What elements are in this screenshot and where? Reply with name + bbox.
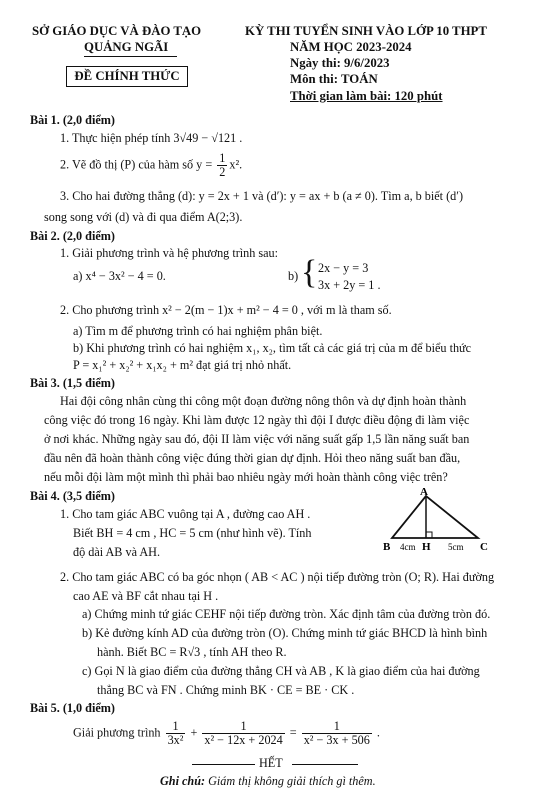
province-name: QUẢNG NGÃI [84,40,169,54]
bai4-q1-line3: độ dài AB và AH. [73,545,161,559]
department-name: SỞ GIÁO DỤC VÀ ĐÀO TẠO [32,24,202,38]
bai4-q2b-line1: b) Kẻ đường kính AD của đường tròn (O). Chứng minh tứ giác BHCD là hình bình [82,626,488,640]
bai4-q2-line2: cao AE và BF cắt nhau tại H . [73,589,219,603]
bai4-q2a: a) Chứng minh tứ giác CEHF nội tiếp đường tròn. Xác định tâm của đường tròn đó. [82,607,491,621]
bai4-q1-line2: Biết BH = 4 cm , HC = 5 cm (như hình vẽ). Tính [73,526,312,540]
bai3-line5: nếu mỗi đội làm một mình thì phải bao nhiêu ngày mới hoàn thành công việc trên? [44,470,448,484]
fraction-1: $\frac{1}{\text{3x²}}$ [167,719,184,747]
label-b: B [383,541,391,553]
bai2-title: Bài 2. (2,0 điểm) [30,229,115,243]
end-mark: HẾT [259,756,283,770]
bai3-line3: ở nơi khác. Những ngày sau đó, đội II làm việc với năng suất gấp 1,5 lần năng suất ban [44,432,470,446]
right-angle-mark [426,532,432,538]
bai4-q2b-line2: hành. Biết BC = R√3 , tính AH theo R. [97,645,287,659]
het-rule-left [192,764,255,765]
bai1-q1: 1. Thực hiện phép tính 3√49 − √121 . [60,131,243,145]
bai2-q1b-label: b) [288,269,299,283]
fraction-2: $\frac{1}{\text{x² − 12x + 2024}}$ [204,719,283,747]
official-badge: ĐỀ CHÍNH THỨC [66,66,188,87]
bai3-line1: Hai đội công nhân cùng thi công một đoạn đường nông thôn và dự định hoàn thành [60,394,467,408]
bai2-q2a: a) Tìm m để phương trình có hai nghiệm phân biệt. [73,324,323,338]
bai1-title: Bài 1. (2,0 điểm) [30,113,115,127]
exam-date: Ngày thi: 9/6/2023 [290,56,390,70]
bai1-q3-line2: song song với (d) và đi qua điểm A(2;3). [44,210,243,224]
bai2-q2: 2. Cho phương trình x² − 2(m − 1)x + m² − 4 = 0 , với m là tham số. [60,303,392,317]
school-year: NĂM HỌC 2023-2024 [290,40,412,54]
bai2-q1b-eq1: 2x − y = 3 [318,261,369,275]
bai3-title: Bài 3. (1,5 điểm) [30,376,115,390]
fraction-3: $\frac{1}{\text{x² − 3x + 506}}$ [303,719,370,747]
exam-title: KỲ THI TUYỂN SINH VÀO LỚP 10 THPT [245,24,487,38]
label-c: C [480,541,488,553]
bai4-q2-line1: 2. Cho tam giác ABC có ba góc nhọn ( AB < AC ) nội tiếp đường tròn (O; R). Hai đường [60,570,495,584]
label-h: H [422,541,431,553]
bai5-equation: Giải phương trình $\frac{1}{\text{3x²}}$ + $\frac{1}{\text{x² − 12x + 2024}}$ = $\frac{1}{\text{x² − 3x + 506}}$ . [73,719,380,747]
bai2-q1a: a) x⁴ − 3x² − 4 = 0. [73,269,166,283]
het-rule-right [292,764,358,765]
bai5-title: Bài 5. (1,0 điểm) [30,701,115,715]
label-bh-length: 4cm [400,542,416,552]
bai1-q2: 2. Vẽ đồ thị (P) của hàm số y = $\frac{1}{2}$ x². [60,151,243,179]
label-a: A [420,488,428,498]
bai4-q2c-line1: c) Gọi N là giao điểm của đường thẳng CH và AB , K là giao điểm của hai đường [82,664,480,678]
bai4-q1-line1: 1. Cho tam giác ABC vuông tại A , đường cao AH . [60,507,311,521]
footnote: Ghi chú: Giám thị không giải thích gì thêm. [160,774,376,788]
subject: Môn thi: TOÁN [290,72,378,86]
fraction-one-half: $\frac{1}{2}$ [219,151,226,179]
right-triangle-figure [380,488,490,556]
bai3-line2: công việc đó trong 16 ngày. Khi làm được 12 ngày thì đội I được điều động đi làm việc [44,413,470,427]
label-hc-length: 5cm [448,542,464,552]
duration: Thời gian làm bài: 120 phút [290,89,443,103]
bai3-line4: đầu nên đã hoàn thành công việc đúng thời gian dự định. Hỏi theo năng suất ban đầu, [44,451,461,465]
bai4-title: Bài 4. (3,5 điểm) [30,489,115,503]
province-underline [84,56,177,57]
system-brace: { [301,254,318,291]
bai1-q3-line1: 3. Cho hai đường thẳng (d): y = 2x + 1 và (d′): y = ax + b (a ≠ 0). Tìm a, b biết (d′) [60,189,463,203]
bai2-q2b-line2: P = x₁² + x₂² + x₁x₂ + m² đạt giá trị nhỏ nhất. [73,358,292,372]
bai4-q2c-line2: thẳng BC và FN . Chứng minh BK · CE = BE · CK . [97,683,355,697]
bai2-q2b-line1: b) Khi phương trình có hai nghiệm x₁, x₂, tìm tất cả các giá trị của m để biểu thức [73,341,472,355]
bai2-q1b-eq2: 3x + 2y = 1 . [318,278,381,292]
triangle-abc [392,496,478,538]
bai2-q1: 1. Giải phương trình và hệ phương trình sau: [60,246,279,260]
